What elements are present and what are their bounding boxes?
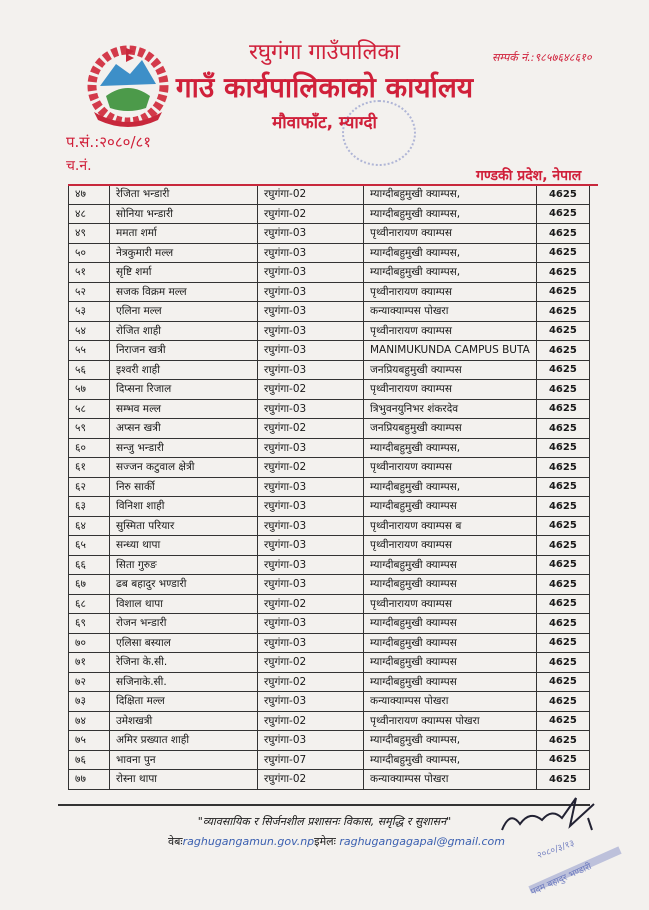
cell-campus: पृथ्वीनारायण क्याम्पस ब — [364, 516, 537, 536]
cell-serial-number: ६७ — [69, 575, 110, 595]
cell-serial-number: ६२ — [69, 477, 110, 497]
cell-amount: 4625 — [536, 321, 589, 341]
table-row — [69, 321, 590, 341]
table-row — [69, 458, 590, 478]
table-row — [69, 516, 590, 536]
cell-serial-number: ५३ — [69, 302, 110, 322]
cell-student-name: सोनिया भन्डारी — [110, 204, 258, 224]
cell-serial-number: ६३ — [69, 497, 110, 517]
table-row — [69, 204, 590, 224]
cell-student-name: रेजिना के.सी. — [110, 653, 258, 673]
cell-ward: रघुगंगा-03 — [258, 360, 364, 380]
cell-ward: रघुगंगा-03 — [258, 633, 364, 653]
cell-campus: म्याग्दीबहुमुखी क्याम्पस — [364, 497, 537, 517]
table-row — [69, 185, 590, 205]
cell-ward: रघुगंगा-02 — [258, 653, 364, 673]
cell-campus: म्याग्दीबहुमुखी क्याम्पस, — [364, 185, 537, 205]
cell-ward: रघुगंगा-02 — [258, 770, 364, 790]
cell-ward: रघुगंगा-02 — [258, 594, 364, 614]
cell-serial-number: ६५ — [69, 536, 110, 556]
cell-campus: म्याग्दीबहुमुखी क्याम्पस — [364, 614, 537, 634]
cell-campus: म्याग्दीबहुमुखी क्याम्पस, — [364, 243, 537, 263]
email-label: इमेलः — [314, 835, 336, 848]
cell-ward: रघुगंगा-03 — [258, 282, 364, 302]
cell-campus: म्याग्दीबहुमुखी क्याम्पस, — [364, 438, 537, 458]
cell-amount: 4625 — [536, 341, 589, 361]
cell-campus: कन्याक्याम्पस पोखरा — [364, 770, 537, 790]
cell-amount: 4625 — [536, 263, 589, 283]
cell-student-name: सजिनाके.सी. — [110, 672, 258, 692]
cell-serial-number: ७७ — [69, 770, 110, 790]
cell-ward: रघुगंगा-02 — [258, 204, 364, 224]
header-divider — [68, 184, 598, 186]
table-row — [69, 575, 590, 595]
cell-student-name: सृष्टि शर्मा — [110, 263, 258, 283]
table-row — [69, 224, 590, 244]
cell-campus: म्याग्दीबहुमुखी क्याम्पस — [364, 555, 537, 575]
cell-amount: 4625 — [536, 204, 589, 224]
cell-ward: रघुगंगा-02 — [258, 711, 364, 731]
cell-campus: पृथ्वीनारायण क्याम्पस — [364, 224, 537, 244]
cell-serial-number: ५६ — [69, 360, 110, 380]
cell-amount: 4625 — [536, 672, 589, 692]
cell-student-name: एलिसा बस्याल — [110, 633, 258, 653]
cell-campus: कन्याक्याम्पस पोखरा — [364, 302, 537, 322]
cell-student-name: ममता शर्मा — [110, 224, 258, 244]
cell-amount: 4625 — [536, 692, 589, 712]
table-row — [69, 380, 590, 400]
cell-student-name: सजक विक्रम मल्ल — [110, 282, 258, 302]
cell-serial-number: ५९ — [69, 419, 110, 439]
province-label: गण्डकी प्रदेश, नेपाल — [476, 168, 582, 184]
cell-ward: रघुगंगा-03 — [258, 614, 364, 634]
cell-serial-number: ४९ — [69, 224, 110, 244]
table-row — [69, 594, 590, 614]
cell-amount: 4625 — [536, 711, 589, 731]
cell-student-name: इश्वरी शाही — [110, 360, 258, 380]
cell-amount: 4625 — [536, 497, 589, 517]
cell-serial-number: ४८ — [69, 204, 110, 224]
dispatch-number: च.नं. — [66, 158, 92, 174]
cell-campus: पृथ्वीनारायण क्याम्पस — [364, 321, 537, 341]
table-row — [69, 653, 590, 673]
cell-amount: 4625 — [536, 380, 589, 400]
email-link[interactable]: raghugangagapal@gmail.com — [339, 835, 505, 848]
cell-campus: त्रिभुवनयुनिभर शंकरदेव — [364, 399, 537, 419]
cell-campus: म्याग्दीबहुमुखी क्याम्पस — [364, 633, 537, 653]
cell-serial-number: ७० — [69, 633, 110, 653]
cell-amount: 4625 — [536, 458, 589, 478]
cell-campus: म्याग्दीबहुमुखी क्याम्पस, — [364, 477, 537, 497]
cell-serial-number: ५२ — [69, 282, 110, 302]
office-title: गाउँ कार्यपालिकाको कार्यालय — [175, 71, 474, 104]
cell-amount: 4625 — [536, 516, 589, 536]
cell-serial-number: ६८ — [69, 594, 110, 614]
cell-student-name: एलिना मल्ल — [110, 302, 258, 322]
cell-ward: रघुगंगा-02 — [258, 185, 364, 205]
table-row — [69, 438, 590, 458]
reference-number: प.सं.:२०८०/८१ — [66, 133, 152, 151]
cell-campus: पृथ्वीनारायण क्याम्पस — [364, 458, 537, 478]
cell-ward: रघुगंगा-03 — [258, 438, 364, 458]
cell-amount: 4625 — [536, 770, 589, 790]
cell-student-name: निराजन खत्री — [110, 341, 258, 361]
web-label: वेबः — [168, 835, 183, 848]
office-address: मौवाफाँट, म्याग्दी — [272, 113, 377, 133]
cell-serial-number: ६१ — [69, 458, 110, 478]
cell-serial-number: ६० — [69, 438, 110, 458]
cell-ward: रघुगंगा-02 — [258, 458, 364, 478]
cell-student-name: उमेशखत्री — [110, 711, 258, 731]
cell-amount: 4625 — [536, 243, 589, 263]
table-row — [69, 282, 590, 302]
cell-student-name: रोजन भन्डारी — [110, 614, 258, 634]
cell-campus: कन्याक्याम्पस पोखरा — [364, 692, 537, 712]
table-row — [69, 555, 590, 575]
cell-serial-number: ५१ — [69, 263, 110, 283]
table-row — [69, 711, 590, 731]
cell-campus: म्याग्दीबहुमुखी क्याम्पस — [364, 672, 537, 692]
table-row — [69, 263, 590, 283]
cell-ward: रघुगंगा-02 — [258, 419, 364, 439]
cell-campus: म्याग्दीबहुमुखी क्याम्पस, — [364, 263, 537, 283]
table-row — [69, 536, 590, 556]
cell-ward: रघुगंगा-03 — [258, 575, 364, 595]
cell-serial-number: ५८ — [69, 399, 110, 419]
website-link[interactable]: raghugangamun.gov.np — [182, 835, 315, 848]
table-row — [69, 672, 590, 692]
cell-campus: म्याग्दीबहुमुखी क्याम्पस, — [364, 750, 537, 770]
cell-campus: पृथ्वीनारायण क्याम्पस पोखरा — [364, 711, 537, 731]
cell-campus: म्याग्दीबहुमुखी क्याम्पस, — [364, 731, 537, 751]
cell-amount: 4625 — [536, 224, 589, 244]
cell-serial-number: ७२ — [69, 672, 110, 692]
table-row — [69, 477, 590, 497]
table-row — [69, 341, 590, 361]
table-row — [69, 750, 590, 770]
cell-campus: म्याग्दीबहुमुखी क्याम्पस — [364, 575, 537, 595]
table-row — [69, 243, 590, 263]
cell-amount: 4625 — [536, 750, 589, 770]
cell-amount: 4625 — [536, 614, 589, 634]
cell-amount: 4625 — [536, 360, 589, 380]
cell-ward: रघुगंगा-03 — [258, 263, 364, 283]
cell-amount: 4625 — [536, 594, 589, 614]
cell-amount: 4625 — [536, 282, 589, 302]
cell-serial-number: ७६ — [69, 750, 110, 770]
cell-ward: रघुगंगा-03 — [258, 731, 364, 751]
cell-serial-number: ५७ — [69, 380, 110, 400]
cell-serial-number: ७४ — [69, 711, 110, 731]
cell-student-name: सम्भव मल्ल — [110, 399, 258, 419]
cell-serial-number: ७३ — [69, 692, 110, 712]
cell-campus: पृथ्वीनारायण क्याम्पस — [364, 594, 537, 614]
cell-ward: रघुगंगा-03 — [258, 555, 364, 575]
table-row — [69, 692, 590, 712]
cell-campus: पृथ्वीनारायण क्याम्पस — [364, 282, 537, 302]
cell-ward: रघुगंगा-07 — [258, 750, 364, 770]
cell-amount: 4625 — [536, 477, 589, 497]
cell-amount: 4625 — [536, 419, 589, 439]
cell-serial-number: ६४ — [69, 516, 110, 536]
cell-ward: रघुगंगा-03 — [258, 477, 364, 497]
cell-ward: रघुगंगा-03 — [258, 321, 364, 341]
cell-student-name: सन्जु भन्डारी — [110, 438, 258, 458]
signature-date: २०८०/३/१३ — [535, 838, 576, 862]
cell-serial-number: ७५ — [69, 731, 110, 751]
cell-ward: रघुगंगा-03 — [258, 302, 364, 322]
table-row — [69, 731, 590, 751]
table-row — [69, 302, 590, 322]
cell-serial-number: ५५ — [69, 341, 110, 361]
cell-campus: जनप्रियबहुमुखी क्याम्पस — [364, 419, 537, 439]
table-row — [69, 770, 590, 790]
cell-amount: 4625 — [536, 555, 589, 575]
cell-serial-number: ७१ — [69, 653, 110, 673]
cell-amount: 4625 — [536, 653, 589, 673]
cell-amount: 4625 — [536, 302, 589, 322]
cell-campus: म्याग्दीबहुमुखी क्याम्पस — [364, 653, 537, 673]
cell-student-name: दिप्सना रिजाल — [110, 380, 258, 400]
table-row — [69, 497, 590, 517]
cell-campus: पृथ्वीनारायण क्याम्पस — [364, 380, 537, 400]
cell-student-name: विशाल थापा — [110, 594, 258, 614]
cell-serial-number: ५० — [69, 243, 110, 263]
cell-student-name: रोस्ना थापा — [110, 770, 258, 790]
cell-serial-number: ६९ — [69, 614, 110, 634]
cell-student-name: रोजित शाही — [110, 321, 258, 341]
cell-student-name: सिता गुरुङ — [110, 555, 258, 575]
cell-ward: रघुगंगा-03 — [258, 243, 364, 263]
cell-student-name: नेत्रकुमारी मल्ल — [110, 243, 258, 263]
cell-student-name: सन्ध्या थापा — [110, 536, 258, 556]
cell-student-name: सज्जन कटुवाल क्षेत्री — [110, 458, 258, 478]
municipality-name: रघुगंगा गाउँपालिका — [248, 40, 400, 65]
cell-student-name: सुस्मिता परियार — [110, 516, 258, 536]
cell-ward: रघुगंगा-03 — [258, 224, 364, 244]
table-row — [69, 633, 590, 653]
cell-ward: रघुगंगा-03 — [258, 692, 364, 712]
table-row — [69, 614, 590, 634]
cell-ward: रघुगंगा-03 — [258, 516, 364, 536]
cell-student-name: रेजिता भन्डारी — [110, 185, 258, 205]
cell-student-name: अमिर प्रख्यात शाही — [110, 731, 258, 751]
signatory-stamp-text: पदम बहादुर भण्डारी — [529, 861, 594, 898]
cell-serial-number: ५४ — [69, 321, 110, 341]
cell-student-name: ढब बहादुर भण्डारी — [110, 575, 258, 595]
beneficiary-table — [68, 184, 590, 790]
cell-ward: रघुगंगा-03 — [258, 497, 364, 517]
cell-amount: 4625 — [536, 575, 589, 595]
cell-ward: रघुगंगा-03 — [258, 536, 364, 556]
footer-contact — [168, 834, 505, 849]
cell-serial-number: ६६ — [69, 555, 110, 575]
cell-student-name: दिक्षिता मल्ल — [110, 692, 258, 712]
cell-amount: 4625 — [536, 536, 589, 556]
table-row — [69, 360, 590, 380]
cell-serial-number: ४७ — [69, 185, 110, 205]
cell-amount: 4625 — [536, 438, 589, 458]
contact-number: सम्पर्क नं.:९८५७६४८६१० — [492, 51, 592, 64]
cell-student-name: भावना पुन — [110, 750, 258, 770]
cell-campus: पृथ्वीनारायण क्याम्पस — [364, 536, 537, 556]
cell-campus: म्याग्दीबहुमुखी क्याम्पस, — [364, 204, 537, 224]
cell-amount: 4625 — [536, 185, 589, 205]
cell-campus: जनप्रियबहुमुखी क्याम्पस — [364, 360, 537, 380]
footer-motto: "व्यावसायिक र सिर्जनशील प्रशासनः विकास, समृद्धि र सुशासन" — [197, 815, 452, 828]
cell-ward: रघुगंगा-03 — [258, 399, 364, 419]
cell-ward: रघुगंगा-03 — [258, 341, 364, 361]
cell-amount: 4625 — [536, 633, 589, 653]
cell-student-name: विनिशा शाही — [110, 497, 258, 517]
cell-ward: रघुगंगा-02 — [258, 672, 364, 692]
table-row — [69, 419, 590, 439]
cell-campus: MANIMUKUNDA CAMPUS BUTA — [364, 341, 537, 361]
cell-ward: रघुगंगा-02 — [258, 380, 364, 400]
cell-student-name: अप्सन खत्री — [110, 419, 258, 439]
cell-amount: 4625 — [536, 731, 589, 751]
cell-amount: 4625 — [536, 399, 589, 419]
table-row — [69, 399, 590, 419]
cell-student-name: निरु सार्की — [110, 477, 258, 497]
